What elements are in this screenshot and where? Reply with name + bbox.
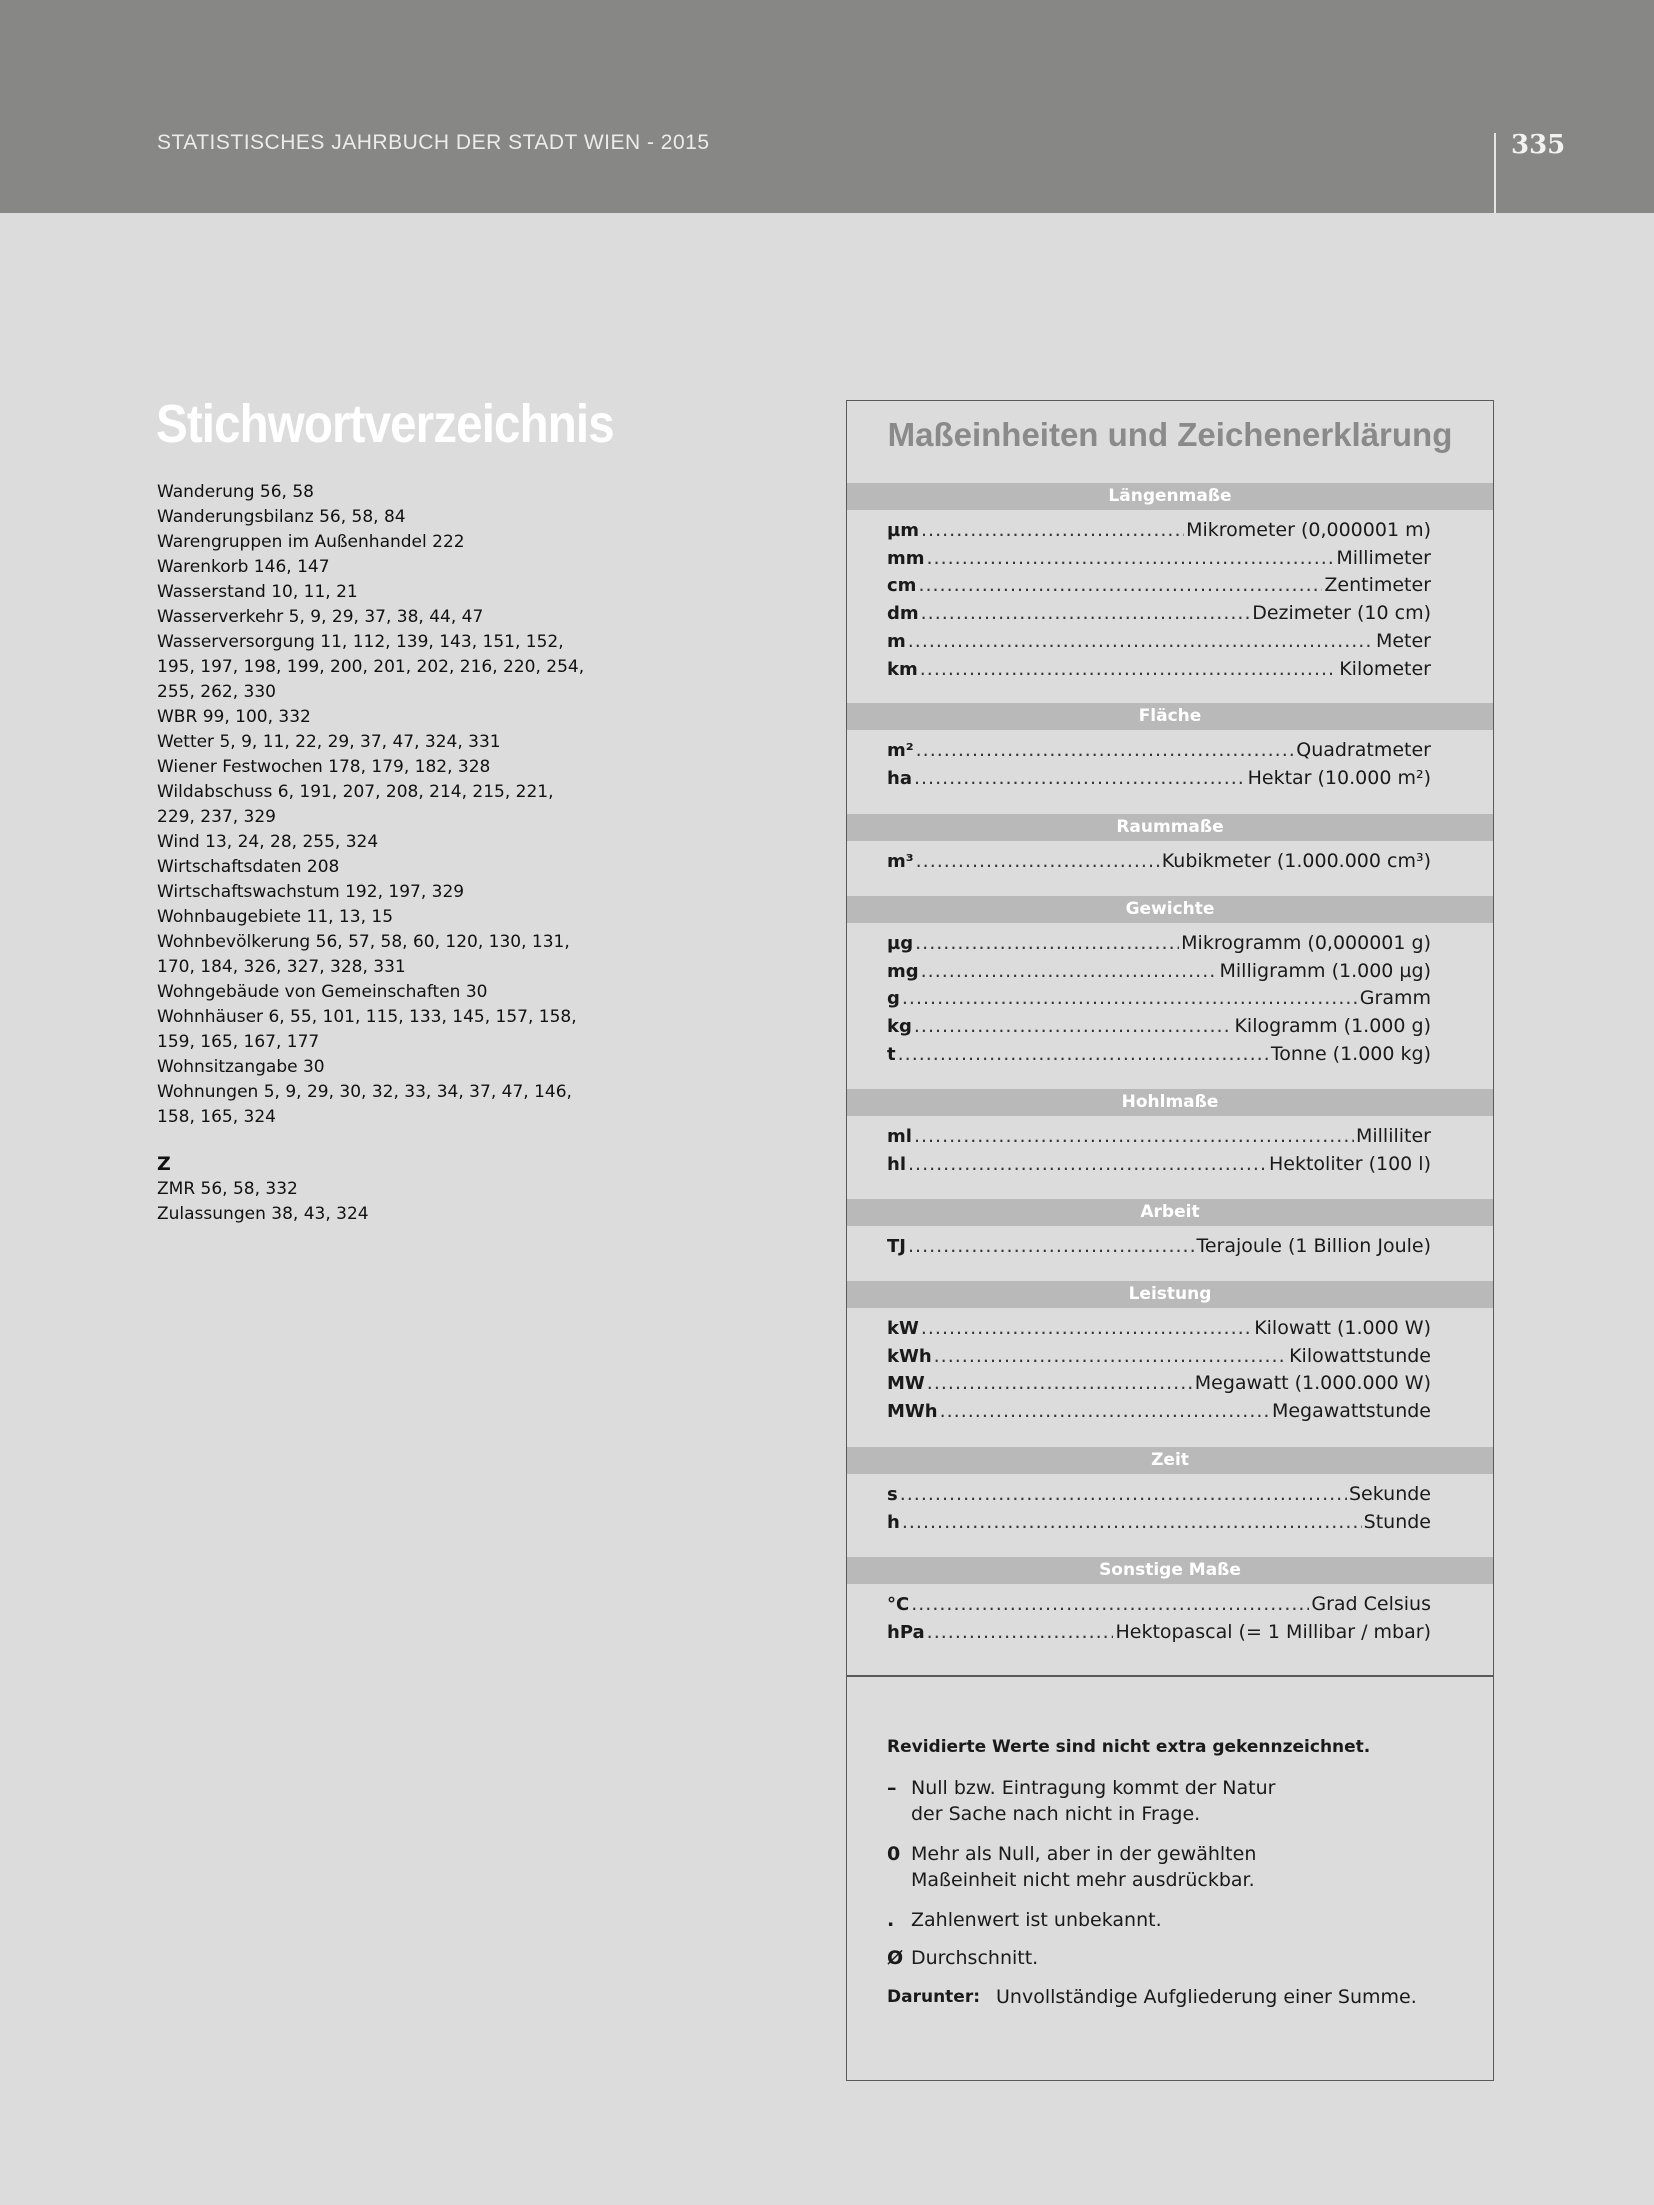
note-symbol: Ø xyxy=(887,1947,904,1969)
unit-row xyxy=(887,572,1431,599)
unit-abbreviation: °C xyxy=(887,1594,910,1615)
leader-dots xyxy=(908,1233,1194,1260)
index-entry: 159, 165, 167, 177 xyxy=(157,1032,320,1052)
unit-abbreviation: m³ xyxy=(887,851,914,872)
unit-abbreviation: MW xyxy=(887,1373,925,1395)
unit-row xyxy=(887,1233,1431,1260)
unit-row xyxy=(887,985,1431,1012)
unit-row xyxy=(887,600,1431,627)
unit-row xyxy=(887,1041,1431,1068)
index-entry: 229, 237, 329 xyxy=(157,807,276,827)
unit-abbreviation: MWh xyxy=(887,1401,938,1423)
unit-abbreviation: µm xyxy=(887,520,920,541)
unit-row xyxy=(887,737,1431,764)
leader-dots xyxy=(914,1123,1354,1150)
leader-dots xyxy=(927,1619,1114,1646)
notes-heading: Revidierte Werte sind nicht extra gekennzeichnet. xyxy=(887,1737,1371,1757)
section-header: Hohlmaße xyxy=(847,1089,1493,1116)
index-entry: 195, 197, 198, 199, 200, 201, 202, 216, 220, 254, xyxy=(157,657,585,677)
darunter-text: Unvollständige Aufgliederung einer Summe. xyxy=(996,1986,1417,2008)
leader-dots xyxy=(927,1370,1193,1397)
unit-name: Kilowatt (1.000 W) xyxy=(1254,1317,1431,1339)
unit-abbreviation: kg xyxy=(887,1016,912,1038)
index-entry: Wasserversorgung 11, 112, 139, 143, 151, 152, xyxy=(157,632,564,652)
leader-dots xyxy=(921,958,1218,985)
unit-abbreviation: ml xyxy=(887,1126,912,1147)
section-header: Sonstige Maße xyxy=(847,1557,1493,1584)
index-entry: Wildabschuss 6, 191, 207, 208, 214, 215, 221, xyxy=(157,782,554,802)
leader-dots xyxy=(921,1315,1252,1342)
unit-abbreviation: h xyxy=(887,1511,900,1533)
page-header xyxy=(0,0,1654,213)
index-entry: Wiener Festwochen 178, 179, 182, 328 xyxy=(157,757,491,777)
index-entry: 170, 184, 326, 327, 328, 331 xyxy=(157,957,406,977)
unit-abbreviation: m² xyxy=(887,740,914,761)
index-entry: Wanderung 56, 58 xyxy=(157,482,314,502)
darunter-note xyxy=(887,1984,1447,2010)
unit-name: Sekunde xyxy=(1348,1483,1431,1505)
leader-dots xyxy=(914,765,1246,792)
note-text: Mehr als Null, aber in der gewählten Maßeinheit nicht mehr ausdrückbar. xyxy=(911,1843,1257,1891)
unit-row xyxy=(887,1151,1431,1178)
index-entry: Wohnhäuser 6, 55, 101, 115, 133, 145, 157, 158, xyxy=(157,1007,577,1027)
legend-box xyxy=(846,400,1494,2081)
unit-row xyxy=(887,1398,1431,1425)
unit-abbreviation: µg xyxy=(887,933,914,954)
unit-name: Hektopascal (= 1 Millibar / mbar) xyxy=(1115,1620,1431,1643)
unit-row xyxy=(887,656,1431,683)
unit-row xyxy=(887,628,1431,655)
note-symbol: 0 xyxy=(887,1843,901,1865)
unit-row xyxy=(887,1370,1431,1397)
leader-dots xyxy=(902,985,1358,1012)
leader-dots xyxy=(908,628,1374,655)
note-text: Zahlenwert ist unbekannt. xyxy=(911,1909,1162,1931)
unit-abbreviation: ha xyxy=(887,767,912,789)
unit-row xyxy=(887,958,1431,985)
index-entry: Wind 13, 24, 28, 255, 324 xyxy=(157,832,379,852)
unit-name: Hektar (10.000 m²) xyxy=(1247,766,1431,789)
index-list xyxy=(157,480,637,1227)
index-entry: 255, 262, 330 xyxy=(157,682,276,702)
leader-dots xyxy=(921,517,1184,544)
index-entry: Wasserstand 10, 11, 21 xyxy=(157,582,358,602)
unit-abbreviation: kW xyxy=(887,1318,919,1339)
leader-dots xyxy=(914,1013,1233,1040)
unit-abbreviation: kWh xyxy=(887,1345,932,1367)
unit-abbreviation: t xyxy=(887,1043,896,1065)
index-entry: Warengruppen im Außenhandel 222 xyxy=(157,532,465,552)
index-entry: ZMR 56, 58, 332 xyxy=(157,1179,298,1199)
leader-dots xyxy=(911,1591,1309,1618)
section-header: Gewichte xyxy=(847,896,1493,923)
unit-name: Stunde xyxy=(1363,1510,1431,1533)
unit-abbreviation: cm xyxy=(887,575,917,597)
header-divider xyxy=(1494,133,1496,213)
unit-name: Kilometer xyxy=(1339,657,1431,680)
index-entry: Wasserverkehr 5, 9, 29, 37, 38, 44, 47 xyxy=(157,607,484,627)
unit-name: Tonne (1.000 kg) xyxy=(1270,1042,1431,1065)
unit-name: Hektoliter (100 l) xyxy=(1268,1152,1431,1175)
unit-row xyxy=(887,1619,1431,1646)
unit-row xyxy=(887,1481,1431,1508)
section-header: Zeit xyxy=(847,1447,1493,1474)
unit-abbreviation: hl xyxy=(887,1153,906,1175)
note-item xyxy=(887,1945,1447,1971)
note-symbol: – xyxy=(887,1777,897,1799)
unit-name: Mikrometer (0,000001 m) xyxy=(1186,519,1431,541)
unit-abbreviation: hPa xyxy=(887,1621,925,1643)
leader-dots xyxy=(908,1151,1267,1178)
unit-abbreviation: s xyxy=(887,1484,898,1505)
leader-dots xyxy=(940,1398,1270,1425)
unit-row xyxy=(887,930,1431,957)
unit-abbreviation: mg xyxy=(887,960,919,982)
leader-dots xyxy=(920,656,1337,683)
index-entry: Wohnbaugebiete 11, 13, 15 xyxy=(157,907,394,927)
index-entry: Warenkorb 146, 147 xyxy=(157,557,330,577)
page-number: 335 xyxy=(1511,130,1566,160)
legend-separator xyxy=(847,1675,1493,1677)
unit-name: Megawatt (1.000.000 W) xyxy=(1194,1372,1431,1395)
unit-abbreviation: km xyxy=(887,658,918,680)
leader-dots xyxy=(900,1481,1347,1508)
unit-name: Milliliter xyxy=(1355,1125,1431,1147)
letter-heading-z: Z xyxy=(157,1153,171,1175)
darunter-label: Darunter: xyxy=(887,1987,981,2007)
leader-dots xyxy=(898,1041,1269,1068)
index-entry: Wirtschaftsdaten 208 xyxy=(157,857,340,877)
index-entry: 158, 165, 324 xyxy=(157,1107,276,1127)
unit-name: Kilowattstunde xyxy=(1289,1344,1431,1367)
unit-abbreviation: mm xyxy=(887,547,925,569)
leader-dots xyxy=(916,848,1160,875)
unit-row xyxy=(887,1123,1431,1150)
unit-name: Dezimeter (10 cm) xyxy=(1252,602,1431,625)
unit-row xyxy=(887,517,1431,544)
note-text: Durchschnitt. xyxy=(911,1947,1039,1969)
unit-name: Milligramm (1.000 µg) xyxy=(1219,959,1431,982)
leader-dots xyxy=(915,930,1179,957)
running-title: STATISTISCHES JAHRBUCH DER STADT WIEN - 2015 xyxy=(157,131,710,154)
unit-row xyxy=(887,765,1431,792)
section-header: Raummaße xyxy=(847,814,1493,841)
section-header: Längenmaße xyxy=(847,483,1493,510)
unit-name: Mikrogramm (0,000001 g) xyxy=(1181,932,1431,954)
index-entry: Wirtschaftswachstum 192, 197, 329 xyxy=(157,882,465,902)
unit-name: Grad Celsius xyxy=(1311,1593,1431,1615)
index-entry: Wohnbevölkerung 56, 57, 58, 60, 120, 130, 131, xyxy=(157,932,570,952)
note-item xyxy=(887,1841,1447,1893)
index-entry: Wanderungsbilanz 56, 58, 84 xyxy=(157,507,406,527)
unit-row xyxy=(887,1509,1431,1536)
unit-abbreviation: g xyxy=(887,988,900,1010)
unit-row xyxy=(887,1343,1431,1370)
unit-row xyxy=(887,1315,1431,1342)
unit-abbreviation: m xyxy=(887,630,906,652)
unit-name: Millimeter xyxy=(1336,546,1431,569)
note-text: Null bzw. Eintragung kommt der Natur der Sache nach nicht in Frage. xyxy=(911,1777,1276,1825)
leader-dots xyxy=(916,737,1295,764)
unit-name: Megawattstunde xyxy=(1271,1400,1431,1423)
index-entry: Wetter 5, 9, 11, 22, 29, 37, 47, 324, 331 xyxy=(157,732,501,752)
index-entry: Wohnsitzangabe 30 xyxy=(157,1057,325,1077)
unit-name: Meter xyxy=(1375,629,1431,652)
unit-abbreviation: TJ xyxy=(887,1236,906,1257)
unit-row xyxy=(887,545,1431,572)
unit-name: Terajoule (1 Billion Joule) xyxy=(1196,1235,1431,1257)
unit-row xyxy=(887,1591,1431,1618)
unit-row xyxy=(887,848,1431,875)
leader-dots xyxy=(921,600,1251,627)
index-entry: Wohnungen 5, 9, 29, 30, 32, 33, 34, 37, 47, 146, xyxy=(157,1082,572,1102)
legend-title: Maßeinheiten und Zeichenerklärung xyxy=(887,416,1453,453)
leader-dots xyxy=(918,572,1322,599)
index-entry: Wohngebäude von Gemeinschaften 30 xyxy=(157,982,488,1002)
leader-dots xyxy=(902,1509,1362,1536)
unit-name: Gramm xyxy=(1359,987,1431,1010)
note-item xyxy=(887,1775,1447,1827)
index-entry: Zulassungen 38, 43, 324 xyxy=(157,1204,369,1224)
note-symbol: . xyxy=(887,1909,895,1931)
leader-dots xyxy=(927,545,1335,572)
section-header: Fläche xyxy=(847,703,1493,730)
unit-abbreviation: dm xyxy=(887,603,919,625)
note-item xyxy=(887,1907,1447,1933)
section-header: Arbeit xyxy=(847,1199,1493,1226)
leader-dots xyxy=(934,1343,1287,1370)
unit-name: Zentimeter xyxy=(1324,574,1431,597)
unit-name: Kubikmeter (1.000.000 cm³) xyxy=(1161,850,1431,872)
unit-name: Kilogramm (1.000 g) xyxy=(1234,1015,1431,1038)
unit-name: Quadratmeter xyxy=(1296,739,1431,761)
index-entry: WBR 99, 100, 332 xyxy=(157,707,311,727)
unit-row xyxy=(887,1013,1431,1040)
index-title: Stichwortverzeichnis xyxy=(156,394,614,454)
section-header: Leistung xyxy=(847,1281,1493,1308)
